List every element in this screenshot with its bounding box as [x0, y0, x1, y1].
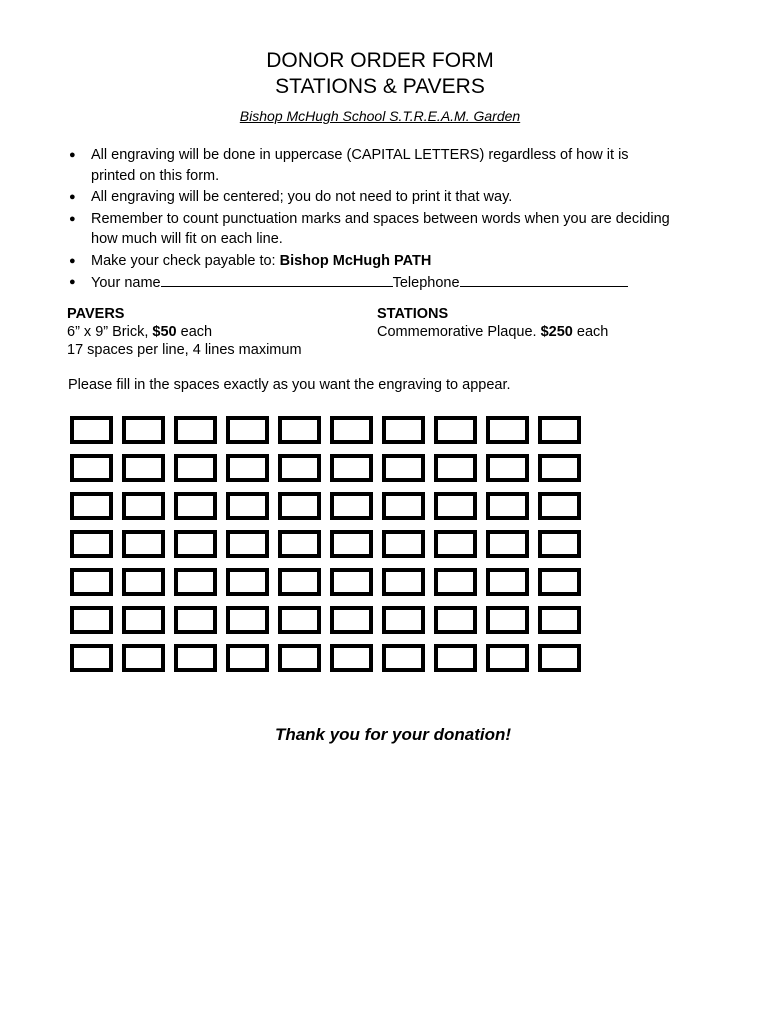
pavers-price-suffix: each — [176, 324, 213, 340]
engraving-character-box[interactable] — [434, 492, 477, 520]
engraving-character-box[interactable] — [486, 492, 529, 520]
engraving-character-box[interactable] — [538, 416, 581, 444]
engraving-row — [70, 642, 590, 680]
engraving-character-box[interactable] — [278, 530, 321, 558]
engraving-character-box[interactable] — [174, 568, 217, 596]
engraving-character-box[interactable] — [70, 492, 113, 520]
engraving-character-box[interactable] — [174, 492, 217, 520]
engraving-character-box[interactable] — [330, 454, 373, 482]
engraving-character-box[interactable] — [538, 454, 581, 482]
engraving-character-box[interactable] — [122, 644, 165, 672]
engraving-character-box[interactable] — [122, 606, 165, 634]
engraving-row — [70, 604, 590, 642]
engraving-character-box[interactable] — [226, 492, 269, 520]
bullet-icon: ● — [69, 254, 76, 267]
engraving-character-box[interactable] — [278, 492, 321, 520]
stations-section — [377, 305, 608, 341]
engraving-character-box[interactable] — [278, 568, 321, 596]
engraving-character-box[interactable] — [70, 416, 113, 444]
engraving-character-box[interactable] — [382, 416, 425, 444]
stations-item: Commemorative Plaque. — [377, 324, 541, 340]
engraving-character-box[interactable] — [70, 454, 113, 482]
engraving-character-box[interactable] — [278, 606, 321, 634]
engraving-character-box[interactable] — [174, 416, 217, 444]
instruction-text: Remember to count punctuation marks and spaces between words when you are deciding — [91, 210, 670, 227]
pavers-heading: PAVERS — [67, 306, 125, 322]
engraving-character-box[interactable] — [226, 454, 269, 482]
engraving-character-box[interactable] — [538, 492, 581, 520]
engraving-character-box[interactable] — [434, 644, 477, 672]
instruction-punctuation — [67, 209, 707, 250]
engraving-character-box[interactable] — [330, 492, 373, 520]
telephone-field[interactable] — [460, 272, 628, 287]
engraving-character-box[interactable] — [382, 492, 425, 520]
engraving-character-box[interactable] — [486, 568, 529, 596]
form-title-secondary: STATIONS & PAVERS — [275, 75, 485, 98]
engraving-character-box[interactable] — [382, 606, 425, 634]
bullet-icon: ● — [69, 276, 76, 288]
payee-name: Bishop McHugh PATH — [279, 252, 432, 269]
form-title: DONOR ORDER FORM — [266, 49, 494, 72]
contact-fields — [67, 272, 707, 294]
bullet-icon: ● — [69, 149, 76, 161]
engraving-row — [70, 528, 590, 566]
stations-heading: STATIONS — [377, 306, 449, 322]
engraving-character-box[interactable] — [382, 454, 425, 482]
instructions-list — [67, 145, 707, 295]
instruction-centered — [67, 187, 707, 208]
thank-you-message: Thank you for your donation! — [274, 725, 512, 744]
pavers-price-line — [67, 323, 302, 341]
pavers-price: $50 — [152, 324, 177, 340]
engraving-character-box[interactable] — [330, 530, 373, 558]
engraving-character-box[interactable] — [486, 416, 529, 444]
stations-price: $250 — [540, 324, 573, 340]
engraving-character-box[interactable] — [226, 568, 269, 596]
engraving-character-box[interactable] — [538, 644, 581, 672]
engraving-character-box[interactable] — [174, 644, 217, 672]
engraving-character-box[interactable] — [434, 568, 477, 596]
stations-price-line — [377, 323, 608, 341]
engraving-character-box[interactable] — [538, 606, 581, 634]
instruction-text: Make your check payable to: — [91, 252, 280, 269]
engraving-character-box[interactable] — [278, 454, 321, 482]
engraving-character-box[interactable] — [226, 606, 269, 634]
engraving-character-box[interactable] — [122, 416, 165, 444]
engraving-character-box[interactable] — [382, 644, 425, 672]
instruction-text: printed on this form. — [91, 167, 220, 184]
engraving-row — [70, 414, 590, 452]
engraving-character-box[interactable] — [174, 454, 217, 482]
instruction-uppercase — [67, 145, 707, 186]
engraving-character-box[interactable] — [278, 644, 321, 672]
engraving-character-box[interactable] — [434, 530, 477, 558]
engraving-character-box[interactable] — [434, 606, 477, 634]
engraving-character-box[interactable] — [382, 530, 425, 558]
name-field[interactable] — [161, 272, 393, 287]
engraving-character-box[interactable] — [70, 530, 113, 558]
engraving-character-box[interactable] — [122, 492, 165, 520]
engraving-character-box[interactable] — [174, 606, 217, 634]
engraving-character-box[interactable] — [70, 644, 113, 672]
engraving-character-box[interactable] — [330, 568, 373, 596]
engraving-character-box[interactable] — [486, 644, 529, 672]
school-subtitle: Bishop McHugh School S.T.R.E.A.M. Garden — [239, 108, 521, 124]
instruction-text: All engraving will be done in uppercase (CAPITAL LETTERS) regardless of how it is — [91, 147, 629, 163]
engraving-grid — [70, 414, 590, 680]
instruction-check-payable — [67, 251, 707, 272]
engraving-character-box[interactable] — [330, 606, 373, 634]
instruction-text: how much will fit on each line. — [91, 231, 283, 247]
engraving-character-box[interactable] — [538, 530, 581, 558]
engraving-character-box[interactable] — [226, 416, 269, 444]
stations-price-suffix: each — [572, 324, 609, 340]
engraving-character-box[interactable] — [382, 568, 425, 596]
engraving-row — [70, 566, 590, 604]
engraving-character-box[interactable] — [70, 606, 113, 634]
engraving-character-box[interactable] — [330, 644, 373, 672]
engraving-character-box[interactable] — [486, 530, 529, 558]
engraving-character-box[interactable] — [434, 416, 477, 444]
engraving-character-box[interactable] — [486, 454, 529, 482]
pavers-section — [67, 305, 302, 359]
engraving-character-box[interactable] — [538, 568, 581, 596]
engraving-character-box[interactable] — [278, 416, 321, 444]
fill-in-instruction: Please fill in the spaces exactly as you want the engraving to appear. — [68, 377, 511, 393]
engraving-row — [70, 452, 590, 490]
engraving-character-box[interactable] — [226, 644, 269, 672]
engraving-character-box[interactable] — [122, 530, 165, 558]
engraving-character-box[interactable] — [122, 454, 165, 482]
engraving-row — [70, 490, 590, 528]
bullet-icon: ● — [69, 191, 76, 203]
engraving-character-box[interactable] — [434, 454, 477, 482]
instruction-text: All engraving will be centered; you do not need to print it that way. — [91, 189, 513, 205]
engraving-character-box[interactable] — [122, 568, 165, 596]
name-label: Your name — [91, 275, 161, 291]
bullet-icon: ● — [69, 212, 76, 225]
engraving-character-box[interactable] — [70, 568, 113, 596]
telephone-label: Telephone — [392, 275, 460, 291]
engraving-character-box[interactable] — [330, 416, 373, 444]
engraving-character-box[interactable] — [486, 606, 529, 634]
pavers-size: 6” x 9” Brick, — [67, 324, 153, 340]
pavers-limits: 17 spaces per line, 4 lines maximum — [67, 342, 302, 358]
engraving-character-box[interactable] — [226, 530, 269, 558]
engraving-character-box[interactable] — [174, 530, 217, 558]
